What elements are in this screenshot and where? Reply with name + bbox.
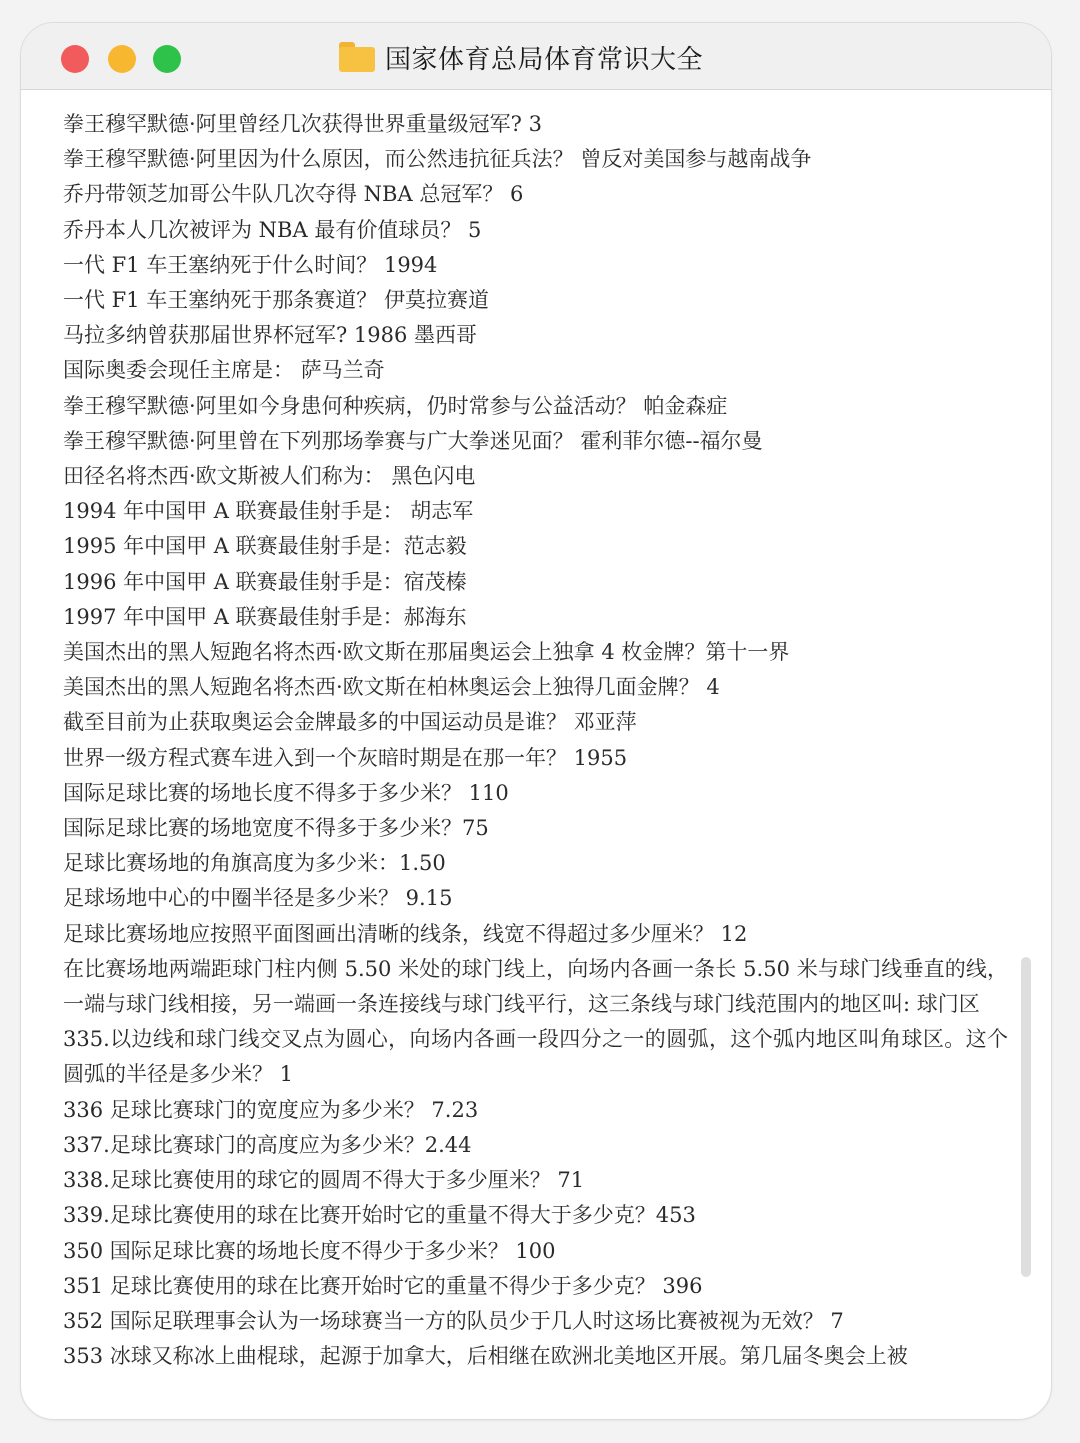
text-line: 国际足球比赛的场地宽度不得多于多少米？75: [63, 816, 489, 841]
text-line: 1996 年中国甲 A 联赛最佳射手是：宿茂榛: [63, 569, 467, 594]
text-line: 一代 F1 车王塞纳死于什么时间？ 1994: [63, 252, 438, 277]
text-line: 国际奥委会现任主席是： 萨马兰奇: [63, 358, 385, 383]
maximize-button[interactable]: [153, 45, 181, 73]
text-line: 337.足球比赛球门的高度应为多少米？2.44: [63, 1132, 472, 1157]
text-line: 1997 年中国甲 A 联赛最佳射手是：郝海东: [63, 604, 467, 629]
close-button[interactable]: [61, 45, 89, 73]
text-line: 马拉多纳曾获那届世界杯冠军? 1986 墨西哥: [63, 323, 478, 348]
title-bar: [21, 23, 1051, 90]
text-line: 乔丹带领芝加哥公牛队几次夺得 NBA 总冠军？ 6: [63, 182, 524, 207]
vertical-scrollbar[interactable]: [1021, 957, 1031, 1277]
text-paragraph: 335.以边线和球门线交叉点为圆心，向场内各画一段四分之一的圆弧，这个弧内地区叫角球区。这个圆弧的半径是多少米？ 1: [63, 1027, 1008, 1087]
text-line: 353 冰球又称冰上曲棍球，起源于加拿大，后相继在欧洲北美地区开展。第几届冬奥会上被: [63, 1344, 908, 1369]
window-title-group: [339, 39, 703, 75]
minimize-button[interactable]: [108, 45, 136, 73]
text-line: 一代 F1 车王塞纳死于那条赛道？ 伊莫拉赛道: [63, 288, 489, 313]
text-line: 足球比赛场地的角旗高度为多少米：1.50: [63, 851, 446, 876]
text-line: 国际足球比赛的场地长度不得多于多少米？ 110: [63, 780, 509, 805]
text-paragraph: 在比赛场地两端距球门柱内侧 5.50 米处的球门线上，向场内各画一条长 5.50 米与球门线垂直的线，一端与球门线相接，另一端画一条连接线与球门线平行，这三条线与球门线范围内的地区叫: 球门区: [63, 956, 1008, 1017]
document-content[interactable]: [63, 107, 1008, 1374]
text-line: 美国杰出的黑人短跑名将杰西·欧文斯在柏林奥运会上独得几面金牌？ 4: [63, 675, 720, 700]
text-line: 352 国际足联理事会认为一场球赛当一方的队员少于几人时这场比赛被视为无效？ 7: [63, 1308, 844, 1333]
text-line: 336 足球比赛球门的宽度应为多少米？ 7.23: [63, 1097, 479, 1122]
text-line: 截至目前为止获取奥运会金牌最多的中国运动员是谁？ 邓亚萍: [63, 710, 637, 735]
text-line: 足球比赛场地应按照平面图画出清晰的线条，线宽不得超过多少厘米？ 12: [63, 921, 748, 946]
text-line: 美国杰出的黑人短跑名将杰西·欧文斯在那届奥运会上独拿 4 枚金牌？第十一界: [63, 640, 790, 665]
text-line: 338.足球比赛使用的球它的圆周不得大于多少厘米？ 71: [63, 1168, 585, 1193]
text-line: 乔丹本人几次被评为 NBA 最有价值球员？ 5: [63, 217, 482, 242]
folder-icon: [339, 42, 375, 72]
text-line: 1995 年中国甲 A 联赛最佳射手是：范志毅: [63, 534, 467, 559]
text-line: 350 国际足球比赛的场地长度不得少于多少米？ 100: [63, 1238, 556, 1263]
text-line: 拳王穆罕默德·阿里因为什么原因，而公然违抗征兵法？ 曾反对美国参与越南战争: [63, 147, 812, 172]
text-line: 拳王穆罕默德·阿里如今身患何种疾病，仍时常参与公益活动？ 帕金森症: [63, 393, 728, 418]
app-window: [20, 22, 1052, 1420]
text-line: 足球场地中心的中圈半径是多少米？ 9.15: [63, 886, 453, 911]
window-title: 国家体育总局体育常识大全: [385, 44, 704, 75]
text-line: 351 足球比赛使用的球在比赛开始时它的重量不得少于多少克？ 396: [63, 1273, 703, 1298]
text-line: 拳王穆罕默德·阿里曾经几次获得世界重量级冠军? 3: [63, 112, 542, 136]
text-line: 田径名将杰西·欧文斯被人们称为： 黑色闪电: [63, 464, 476, 489]
text-line: 339.足球比赛使用的球在比赛开始时它的重量不得大于多少克？453: [63, 1203, 696, 1228]
text-line: 1994 年中国甲 A 联赛最佳射手是： 胡志军: [63, 499, 474, 524]
text-line: 世界一级方程式赛车进入到一个灰暗时期是在那一年？ 1955: [63, 745, 628, 770]
text-line: 拳王穆罕默德·阿里曾在下列那场拳赛与广大拳迷见面？ 霍利菲尔德--福尔曼: [63, 428, 763, 453]
